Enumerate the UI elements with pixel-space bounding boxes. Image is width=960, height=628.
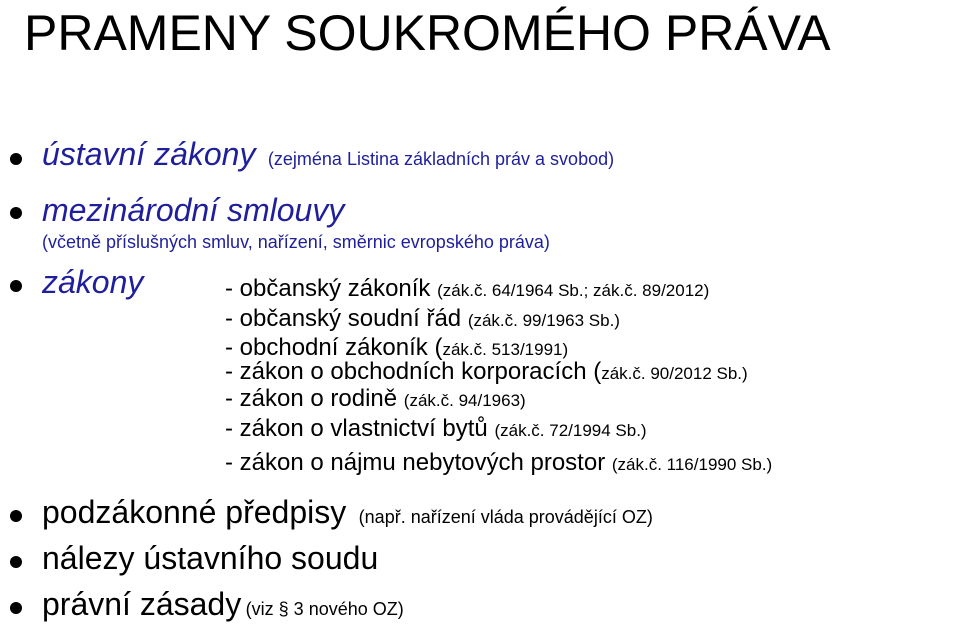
- bullet: [10, 280, 22, 292]
- law-item: [225, 415, 647, 443]
- law-item: [225, 305, 620, 333]
- list-item: [42, 264, 143, 301]
- law-name: - zákon o nájmu nebytových prostor: [225, 449, 606, 476]
- law-item: [225, 385, 526, 413]
- list-item: [42, 192, 344, 229]
- list-item: [42, 494, 653, 531]
- law-ref: (zák.č. 64/1964 Sb.; zák.č. 89/2012): [437, 281, 710, 300]
- list-item: [42, 136, 614, 173]
- item-label: mezinárodní smlouvy: [42, 192, 345, 228]
- law-name: - občanský soudní řád: [225, 305, 462, 332]
- item-note: [42, 232, 550, 253]
- item-label: ústavní zákony: [42, 136, 256, 172]
- item-label: podzákonné předpisy: [42, 494, 347, 530]
- item-label: zákony: [42, 264, 144, 300]
- item-label: právní zásady: [42, 586, 242, 622]
- law-item: [225, 275, 709, 303]
- law-ref: (zák.č. 94/1963): [403, 391, 526, 410]
- item-note: (viz § 3 nového OZ): [245, 599, 404, 619]
- law-name: - občanský zákoník: [225, 275, 431, 302]
- law-ref: (zák.č. 99/1963 Sb.): [467, 311, 620, 330]
- law-name: - zákon o rodině: [225, 385, 398, 412]
- bullet: [10, 602, 22, 614]
- item-note: (zejména Listina základních práv a svobod): [267, 149, 615, 169]
- bullet: [10, 207, 22, 219]
- law-name: - zákon o obchodních korporacích (: [225, 358, 602, 385]
- law-ref: (zák.č. 72/1994 Sb.): [494, 421, 647, 440]
- law-item: [225, 449, 772, 477]
- law-ref: (zák.č. 116/1990 Sb.): [611, 455, 773, 474]
- page-title: PRAMENY SOUKROMÉHO PRÁVA: [24, 5, 831, 61]
- list-item: [42, 586, 404, 623]
- bullet: [10, 556, 22, 568]
- law-ref: zák.č. 90/2012 Sb.): [601, 364, 748, 383]
- list-item: [42, 540, 378, 577]
- bullet: [10, 153, 22, 165]
- item-note: (např. nařízení vláda provádějící OZ): [358, 507, 653, 527]
- item-label: nálezy ústavního soudu: [42, 540, 379, 576]
- item-note-text: (včetně příslušných smluv, nařízení, směrnic evropského práva): [42, 232, 550, 252]
- law-name: - obchodní zákoník (: [225, 334, 443, 361]
- law-name: - zákon o vlastnictví bytů: [225, 415, 488, 442]
- law-item: [225, 358, 748, 386]
- bullet: [10, 510, 22, 522]
- law-ref: zák.č. 513/1991): [442, 340, 569, 359]
